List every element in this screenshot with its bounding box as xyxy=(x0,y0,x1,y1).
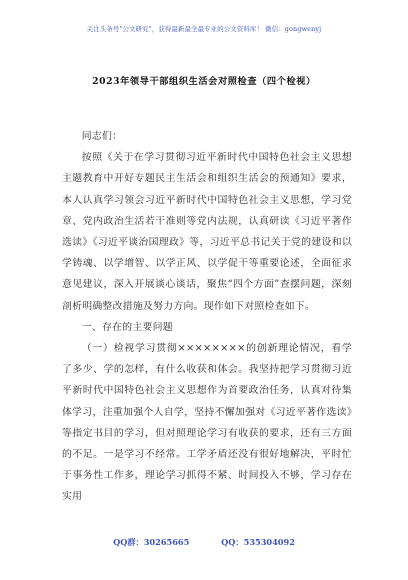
section-paragraph: （一）检视学习贯彻××××××××的创新理论情况，看学了多少、学的怎样，有什么收获和体会。我坚持把学习贯彻习近平新时代中国特色社会主义思想作为首要政治任务，认真对待集体学习，注重加强个人自学，坚持不懈加强对《习近平著作选读》等指定书目的学习，但对照理论学习有收获的要求，还有三方面的不足。一是学习不经常。工学矛盾还没有很好地解决，平时忙于事务性工作多，理论学习抓得不紧、时间投入不够，学习存在实用 xyxy=(62,343,352,503)
section-heading: 一、存在的主要问题 xyxy=(81,321,173,333)
header-banner: 关注头条号"公文研究"，获得最新最全最专业的公文资料库！ 微信：gongwenyj xyxy=(86,25,322,33)
salutation: 同志们： xyxy=(81,131,123,142)
footer-contact xyxy=(0,537,408,548)
intro-paragraph: 按照《关于在学习贯彻习近平新时代中国特色社会主义思想主题教育中开好专题民主生活会和组织生活会的预通知》要求，本人认真学习领会习近平新时代中国特色社会主义思想，学习党章、党内政治生活若干准则等党内法规，认真研读《习近平著作选读》《习近平谈治国理政》等，习近平总书记关于党的建设和以学铸魂、以学增智、以学正风、以学促干等重要论述，全面征求意见建议，深入开展谈心谈话，聚焦“四个方面”查摆问题，深刻剖析明确整改措施及努力方向。现作如下对照检查如下。 xyxy=(62,152,352,312)
footer-qq-group: QQ群：30265665 xyxy=(113,537,190,547)
document-title: 2023年领导干部组织生活会对照检查（四个检视） xyxy=(92,76,316,87)
footer-qq: QQ：535304092 xyxy=(221,537,295,547)
document-body xyxy=(62,126,352,508)
